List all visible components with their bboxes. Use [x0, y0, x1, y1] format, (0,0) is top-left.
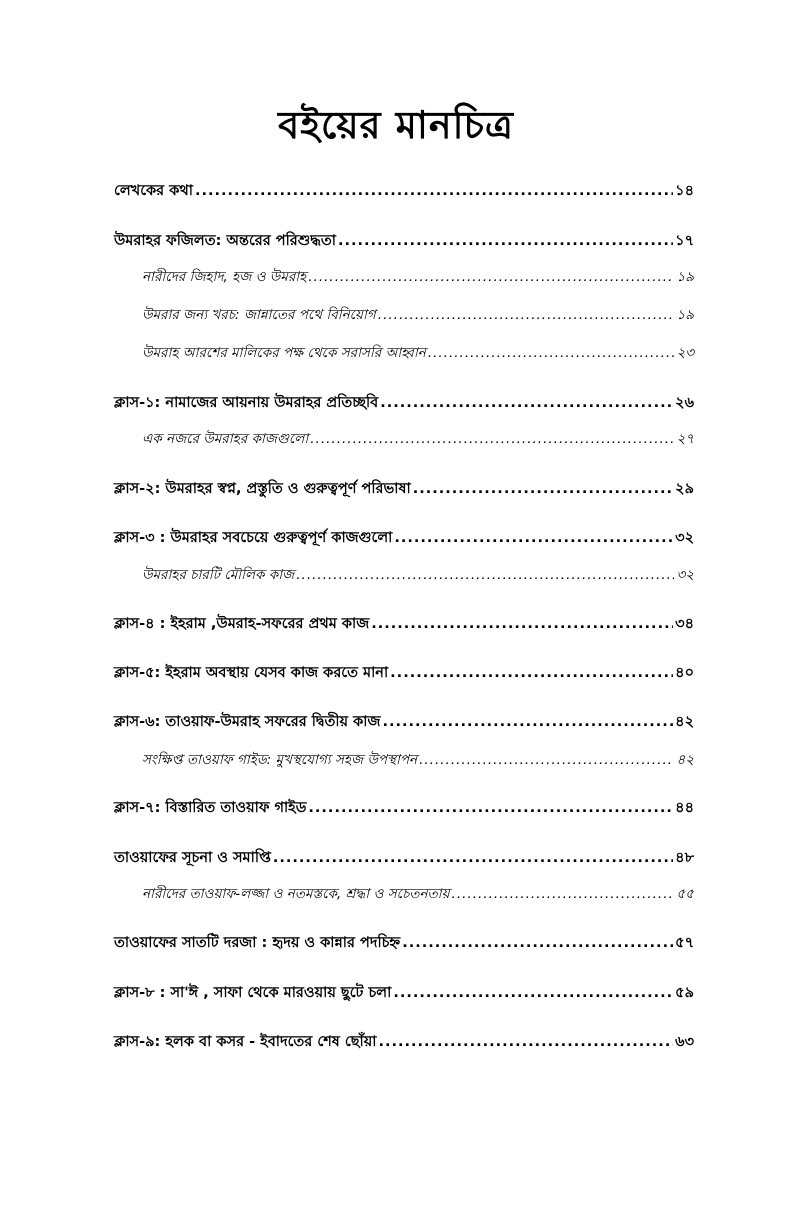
- toc-entry-label: উমরাহর চারটি মৌলিক কাজ: [142, 567, 295, 583]
- toc-entry-label: উমরার জন্য খরচ: জান্নাতের পথে বিনিয়োগ: [142, 307, 376, 323]
- toc-page-number: ১৯: [676, 269, 694, 285]
- toc-entry: [114, 392, 694, 416]
- dot-leader: [378, 307, 675, 323]
- dot-leader: [390, 665, 673, 681]
- toc-page-number: ৫৫: [676, 886, 694, 902]
- toc-subentry: [142, 304, 694, 327]
- dot-leader: [382, 714, 673, 730]
- toc-page-number: ৩২: [676, 567, 694, 583]
- toc-entry-label: ক্লাস-৩ : উমরাহর সবচেয়ে গুরুত্বপূর্ণ কাজগুলো: [114, 530, 393, 546]
- toc-page-number: ৪৮: [675, 850, 694, 866]
- toc-entry: [114, 478, 694, 502]
- toc-page-number: ৩৪: [675, 616, 694, 632]
- toc-page-number: ২৩: [676, 345, 694, 361]
- toc-entry: [114, 527, 694, 551]
- dot-leader: [413, 481, 673, 497]
- toc-page-number: ২৬: [675, 395, 694, 411]
- dot-leader: [452, 886, 675, 902]
- dot-leader: [273, 850, 673, 866]
- toc-page-number: ৩২: [675, 530, 694, 546]
- dot-leader: [378, 1034, 673, 1050]
- toc-subentry: [142, 428, 694, 451]
- toc-entry-label: তাওয়াফের সূচনা ও সমাপ্তি: [114, 850, 271, 866]
- toc-entry: [114, 180, 694, 204]
- toc-entry: [114, 847, 694, 871]
- toc-entry-label: লেখকের কথা: [114, 183, 193, 199]
- dot-leader: [308, 269, 674, 285]
- toc-subentry: [142, 749, 694, 772]
- dot-leader: [428, 345, 675, 361]
- dot-leader: [308, 800, 673, 816]
- toc-entry: [114, 711, 694, 735]
- toc-entry-label: ক্লাস-৬: তাওয়াফ-উমরাহ সফরের দ্বিতীয় কাজ: [114, 714, 381, 730]
- toc-entry: [114, 982, 694, 1006]
- toc-page-number: ৪২: [676, 752, 694, 768]
- toc-page-number: ১৪: [675, 183, 694, 199]
- toc-entry-label: ক্লাস-৮ : সা'ঈ , সাফা থেকে মারওয়ায় ছুটে চলা: [114, 985, 392, 1001]
- toc-entry: [114, 932, 694, 956]
- toc-entry-label: নারীদের তাওয়াফ-লজ্জা ও নতমস্তকে, শ্রদ্ধা ও সচেতনতায়: [142, 886, 450, 902]
- dot-leader: [296, 567, 674, 583]
- toc-page-number: ২৭: [676, 431, 694, 447]
- toc-entry-label: এক নজরে উমরাহর কাজগুলো: [142, 431, 309, 447]
- toc-page-number: ৬৩: [675, 1034, 694, 1050]
- toc-page-number: ৪০: [675, 665, 694, 681]
- toc-entry-label: উমরাহ আরশের মালিকের পক্ষ থেকে সরাসরি আহ্বান: [142, 345, 426, 361]
- toc-page-number: ৪৪: [675, 800, 694, 816]
- dot-leader: [380, 395, 673, 411]
- toc-entry-label: ক্লাস-২: উমরাহর স্বপ্ন, প্রস্তুতি ও গুরুত্বপূর্ণ পরিভাষা: [114, 481, 411, 497]
- toc-page-number: ৫৭: [675, 935, 694, 951]
- toc-entry-label: সংক্ষিপ্ত তাওয়াফ গাইড: মুখস্থযোগ্য সহজ উপস্থাপন: [142, 752, 418, 768]
- toc-page-number: ১৭: [675, 233, 694, 249]
- toc-subentry: [142, 564, 694, 587]
- dot-leader: [402, 935, 673, 951]
- toc-page-number: ২৯: [675, 481, 694, 497]
- toc-page-number: ৫৯: [675, 985, 694, 1001]
- dot-leader: [371, 616, 673, 632]
- toc-entry-label: নারীদের জিহাদ, হজ ও উমরাহ: [142, 269, 307, 285]
- toc-entry: [114, 230, 694, 254]
- toc-entry-label: ক্লাস-৫: ইহরাম অবস্থায় যেসব কাজ করতে মানা: [114, 665, 389, 681]
- toc-entry: [114, 613, 694, 637]
- toc-entry: [114, 662, 694, 686]
- toc-entry-label: ক্লাস-১: নামাজের আয়নায় উমরাহর প্রতিচ্ছবি: [114, 395, 379, 411]
- toc-entry-label: উমরাহর ফজিলত: অন্তরের পরিশুদ্ধতা: [114, 233, 336, 249]
- toc-entry-label: ক্লাস-৭: বিস্তারিত তাওয়াফ গাইড: [114, 800, 307, 816]
- page-title: বইয়ের মানচিত্র: [278, 103, 514, 147]
- toc-entry: [114, 797, 694, 821]
- toc-subentry: [142, 266, 694, 289]
- toc-subentry: [142, 883, 694, 906]
- toc-entry-label: তাওয়াফের সাতটি দরজা : হৃদয় ও কান্নার পদচিহ্ন: [114, 935, 401, 951]
- dot-leader: [338, 233, 673, 249]
- dot-leader: [419, 752, 674, 768]
- dot-leader: [394, 530, 673, 546]
- toc-entry-label: ক্লাস-৯: হলক বা কসর - ইবাদতের শেষ ছোঁয়া: [114, 1034, 377, 1050]
- dot-leader: [393, 985, 673, 1001]
- toc-entry: [114, 1031, 694, 1055]
- toc-page-number: ৪২: [675, 714, 694, 730]
- toc-entry-label: ক্লাস-৪ : ইহরাম ,উমরাহ-সফরের প্রথম কাজ: [114, 616, 370, 632]
- toc-subentry: [142, 342, 694, 365]
- dot-leader: [195, 183, 673, 199]
- dot-leader: [310, 431, 674, 447]
- toc-page-number: ১৯: [676, 307, 694, 323]
